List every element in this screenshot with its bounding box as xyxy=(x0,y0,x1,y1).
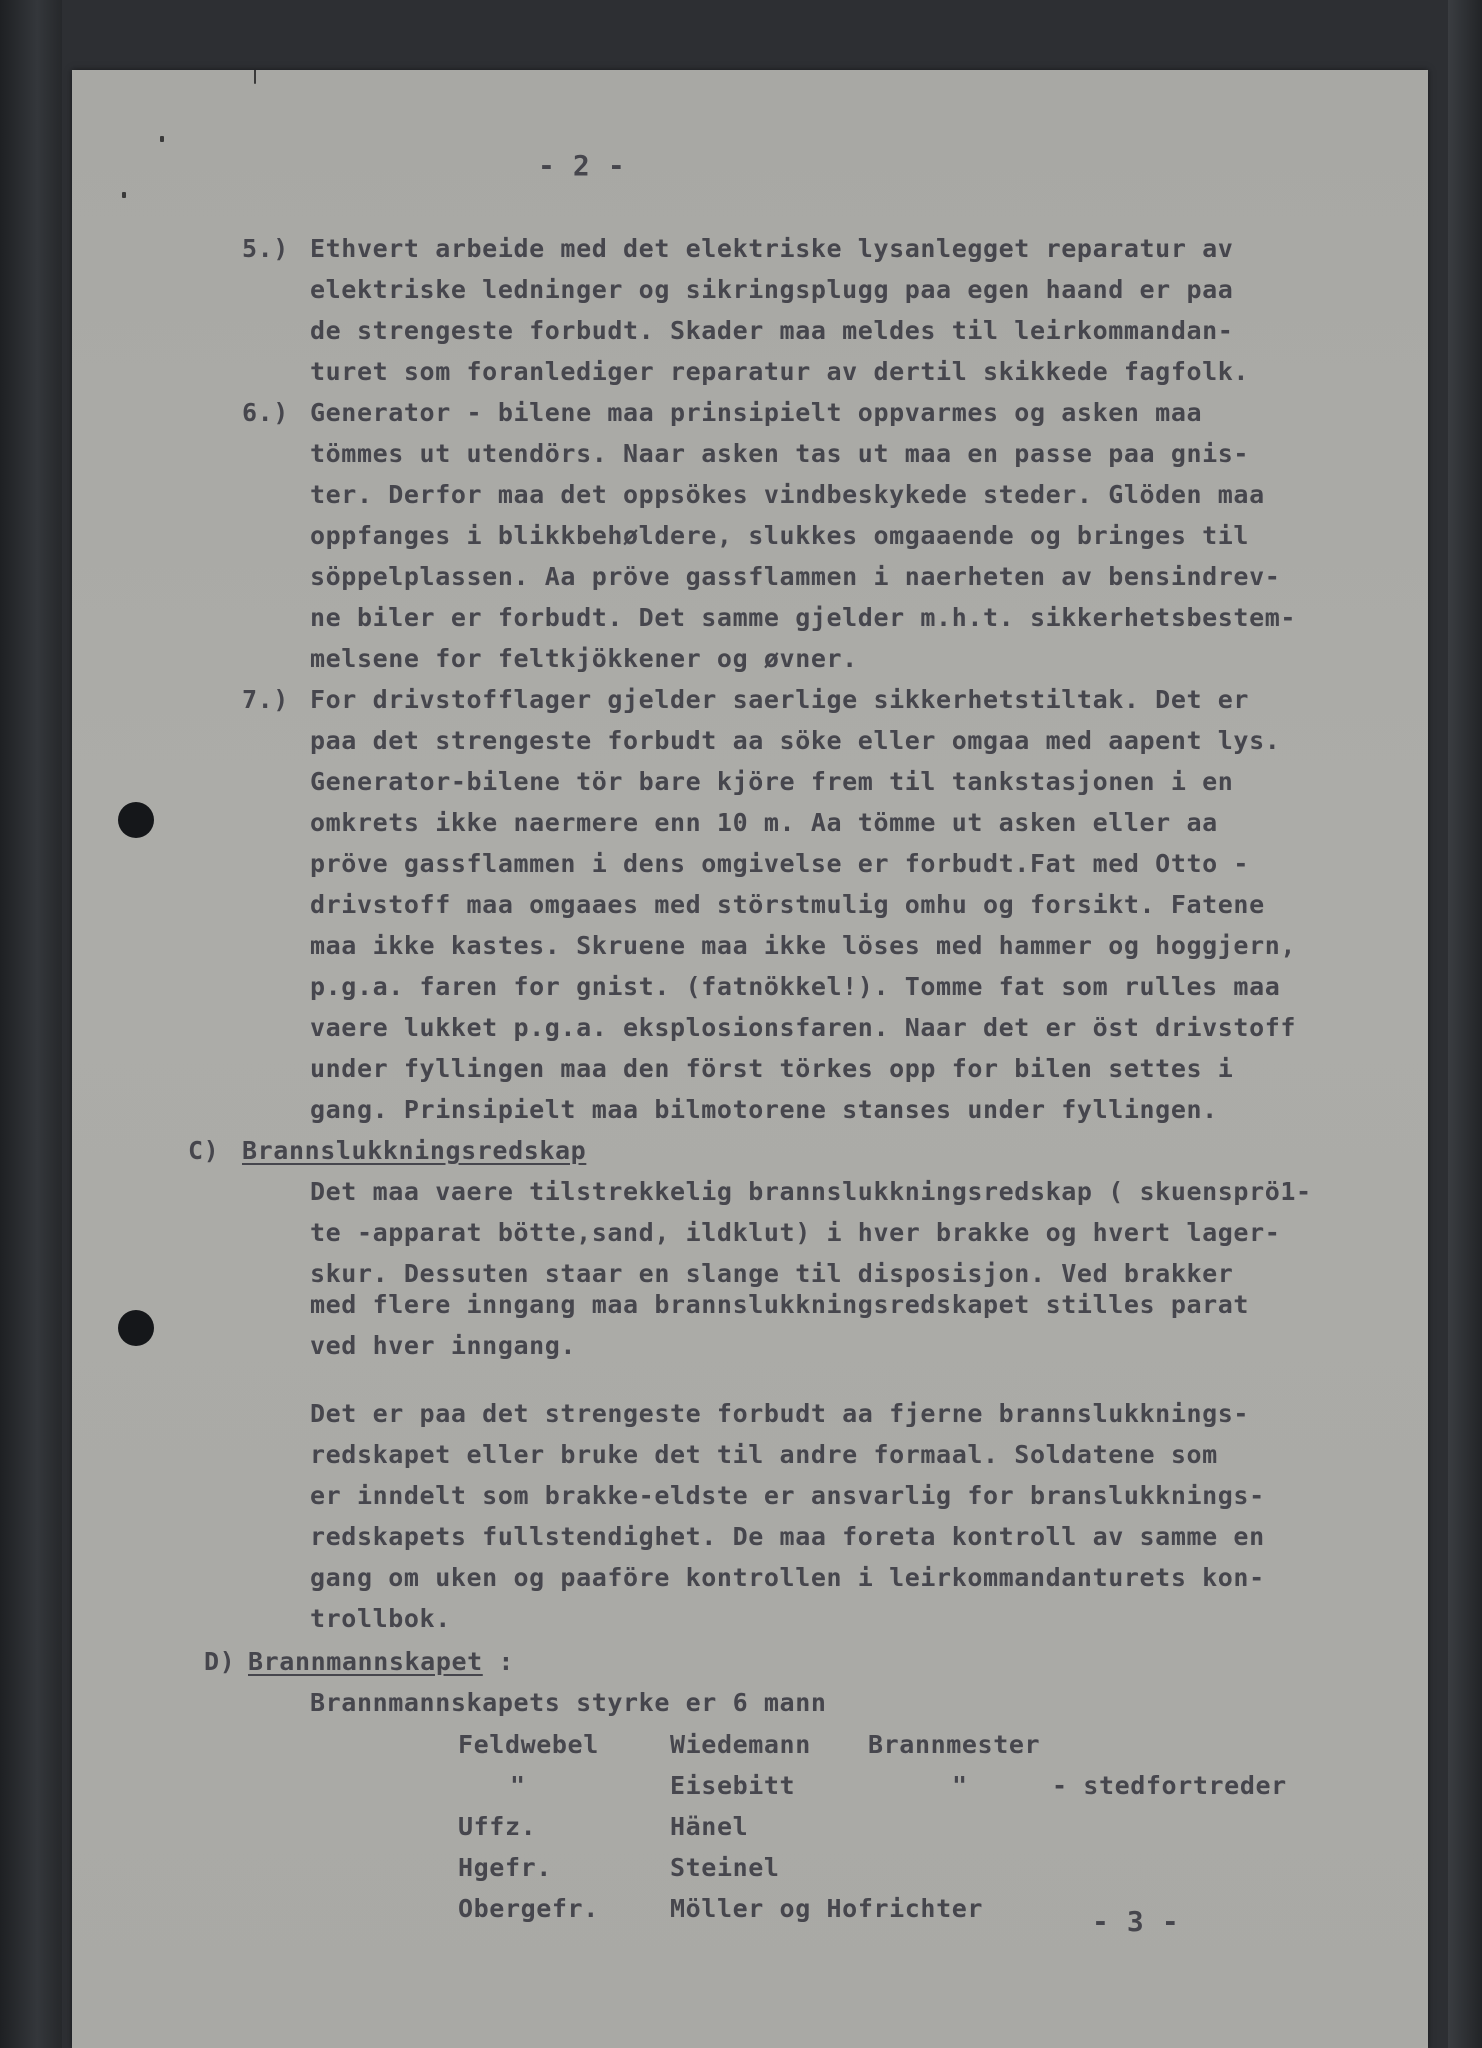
section-d-heading-wrap xyxy=(248,1649,514,1674)
roster-name: Steinel xyxy=(670,1853,780,1882)
section-c-paragraph-line: redskapet eller bruke det til andre formaal. Soldatene som xyxy=(310,1440,1218,1469)
section-6-line: Generator - bilene maa prinsipielt oppvarmes og asken maa xyxy=(310,398,1203,427)
section-c-paragraph-line: gang om uken og paaföre kontrollen i leirkommandanturets kon- xyxy=(310,1563,1265,1592)
binder-edge xyxy=(0,0,62,2048)
section-c-line: te -apparat bötte,sand, ildklut) i hver brakke og hvert lager- xyxy=(310,1218,1281,1247)
section-d-intro: Brannmannskapets styrke er 6 mann xyxy=(310,1688,827,1717)
page-number-bottom: - 3 - xyxy=(1092,1905,1180,1938)
section-5-line: Ethvert arbeide med det elektriske lysanlegget reparatur av xyxy=(310,234,1234,263)
section-5-line: de strengeste forbudt. Skader maa meldes til leirkommandan- xyxy=(310,316,1234,345)
section-6-line: söppelplassen. Aa pröve gassflammen i naerheten av bensindrev- xyxy=(310,562,1281,591)
section-c-paragraph-line: redskapets fullstendighet. De maa foreta kontroll av samme en xyxy=(310,1522,1265,1551)
roster-rank: " xyxy=(510,1771,526,1800)
section-7-line: vaere lukket p.g.a. eksplosionsfaren. Naar det er öst drivstoff xyxy=(310,1013,1297,1042)
roster-name: Wiedemann xyxy=(670,1730,811,1759)
section-c-line: ved hver inngang. xyxy=(310,1331,577,1360)
section-c-line: Det maa vaere tilstrekkelig brannslukkningsredskap ( skuensprö1- xyxy=(310,1177,1312,1206)
section-7-line: drivstoff maa omgaaes med störstmulig omhu og forsikt. Fatene xyxy=(310,890,1265,919)
section-7-line: For drivstofflager gjelder saerlige sikkerhetstiltak. Det er xyxy=(310,685,1250,714)
section-5-line: elektriske ledninger og sikringsplugg paa egen haand er paa xyxy=(310,275,1234,304)
roster-name: Eisebitt xyxy=(670,1771,796,1800)
section-6-line: oppfanges i blikkbehøldere, slukkes omgaaende og bringes til xyxy=(310,521,1250,550)
document-text xyxy=(72,70,1428,2048)
section-7-line: pröve gassflammen i dens omgivelse er forbudt.Fat med Otto - xyxy=(310,849,1250,878)
roster-note: - stedfortreder xyxy=(1052,1771,1287,1800)
roster-rank: Feldwebel xyxy=(458,1730,599,1759)
section-c-line: skur. Dessuten staar en slange til disposisjon. Ved brakker xyxy=(310,1259,1234,1288)
typewritten-page xyxy=(72,70,1428,2048)
section-c-paragraph-line: er inndelt som brakke-eldste er ansvarlig for branslukknings- xyxy=(310,1481,1265,1510)
roster-rank: Obergefr. xyxy=(458,1894,599,1923)
section-7-number: 7.) xyxy=(242,685,289,714)
section-d-heading-colon: : xyxy=(482,1647,515,1676)
roster-name: Hänel xyxy=(670,1812,749,1841)
section-7-line: Generator-bilene tör bare kjöre frem til tankstasjonen i en xyxy=(310,767,1234,796)
right-edge xyxy=(1448,0,1482,2048)
section-7-line: maa ikke kastes. Skruene maa ikke löses med hammer og hoggjern, xyxy=(310,931,1297,960)
page-number-top: - 2 - xyxy=(538,149,626,182)
section-7-line: gang. Prinsipielt maa bilmotorene stanses under fyllingen. xyxy=(310,1095,1218,1124)
roster-role: Brannmester xyxy=(868,1730,1041,1759)
section-7-line: paa det strengeste forbudt aa söke eller omgaa med aapent lys. xyxy=(310,726,1281,755)
section-c-heading: Brannslukkningsredskap xyxy=(242,1136,587,1165)
section-c-line: med flere inngang maa brannslukkningsredskapet stilles parat xyxy=(310,1290,1250,1319)
section-7-line: omkrets ikke naermere enn 10 m. Aa tömme ut asken eller aa xyxy=(310,808,1218,837)
section-6-line: ne biler er forbudt. Det samme gjelder m.h.t. sikkerhetsbestem- xyxy=(310,603,1297,632)
roster-rank: Uffz. xyxy=(458,1812,537,1841)
section-6-number: 6.) xyxy=(242,398,289,427)
roster-name: Möller og Hofrichter xyxy=(670,1894,984,1923)
section-5-number: 5.) xyxy=(242,234,289,263)
section-6-line: ter. Derfor maa det oppsökes vindbeskykede steder. Glöden maa xyxy=(310,480,1265,509)
section-c-paragraph-line: Det er paa det strengeste forbudt aa fjerne brannslukknings- xyxy=(310,1399,1250,1428)
section-5-line: turet som foranlediger reparatur av dertil skikkede fagfolk. xyxy=(310,357,1250,386)
section-7-line: under fyllingen maa den först törkes opp for bilen settes i xyxy=(310,1054,1234,1083)
section-6-line: melsene for feltkjökkener og øvner. xyxy=(310,644,858,673)
section-d-marker: D) xyxy=(204,1647,236,1676)
section-7-line: p.g.a. faren for gnist. (fatnökkel!). Tomme fat som rulles maa xyxy=(310,972,1281,1001)
section-6-line: tömmes ut utendörs. Naar asken tas ut maa en passe paa gnis- xyxy=(310,439,1250,468)
roster-rank: Hgefr. xyxy=(458,1853,552,1882)
section-d-heading: Brannmannskapet xyxy=(248,1647,483,1676)
roster-role: " xyxy=(952,1771,968,1800)
section-c-marker: C) xyxy=(188,1136,220,1165)
section-c-paragraph-line: trollbok. xyxy=(310,1604,451,1633)
